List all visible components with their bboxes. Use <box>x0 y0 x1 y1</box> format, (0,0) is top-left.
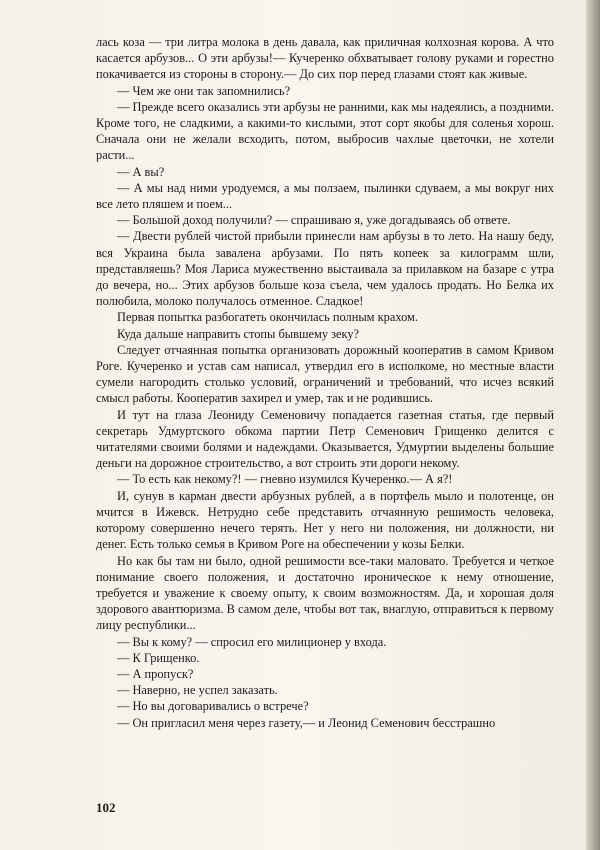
page-number: 102 <box>96 800 116 815</box>
paragraph: — Он пригласил меня через газету,— и Леонид Семенович бесстрашно <box>117 715 496 730</box>
paragraph: — Чем же они так запомнились? <box>117 83 291 98</box>
paragraph: — А вы? <box>117 164 165 179</box>
book-spine-edge <box>586 0 600 850</box>
paragraph: Куда дальше направить стопы бывшему зеку? <box>117 326 360 341</box>
paragraph: Следует отчаянная попытка организовать дорожный кооператив в самом Кривом Роге. Кучеренко и устав сам написал, утвердил его в исполкоме, но местные власти сумели нагородить столько условий, ограничений и требований, что исчез всякий смысл работы. Кооператив захирел и умер, так и не родившись. <box>96 342 554 406</box>
paragraph: И тут на глаза Леониду Семеновичу попадается газетная статья, где первый секретарь Удмуртского обкома партии Петр Семенович Грищенко делится с читателями своими болями и надеждами. Оказывается, Удмуртии выделены большие деньги на дорожное строительство, а вот строить эти дороги некому. <box>96 407 554 471</box>
paragraph: — К Грищенко. <box>117 650 200 665</box>
paragraph: — Большой доход получили? — спрашиваю я, уже догадываясь об ответе. <box>117 213 511 228</box>
paragraph: — Вы к кому? — спросил его милиционер у входа. <box>117 634 387 649</box>
paragraph: — Двести рублей чистой прибыли принесли нам арбузы в то лето. На нашу беду, вся Украина была завалена арбузами. По пять копеек за килограмм шли, представляешь? Моя Лариса мужественно выстаивала за прилавком на базаре с утра до вечера, но... Этих арбузов больше коза съела, чем удалось продать. Но Белка их полюбила, молоко получалось отменное. Сладкое! <box>96 229 554 309</box>
paragraph: — А мы над ними уродуемся, а мы ползаем, пылинки сдуваем, а мы вокруг них все лето пляшем и поем... <box>96 180 554 212</box>
paragraph: — Наверно, не успел заказать. <box>117 683 278 698</box>
body-text <box>96 34 554 731</box>
paragraph: — Но вы договаривались о встрече? <box>117 699 309 714</box>
paragraph: лась коза — три литра молока в день давала, как приличная колхозная корова. А что касается арбузов... О эти арбузы!— Кучеренко обхватывает голову руками и горестно покачивается из стороны в сторону.— До сих пор перед глазами стоят как живые. <box>96 35 554 82</box>
paragraph: И, сунув в карман двести арбузных рублей, а в портфель мыло и полотенце, он мчится в Ижевск. Нетрудно себе представить отчаянную решимость человека, которому совершенно нечего терять. Нет у него ни положения, ни должности, ни денег. Есть только семья в Кривом Роге на обеспечении у козы Белки. <box>96 488 554 552</box>
paragraph: Но как бы там ни было, одной решимости все-таки маловато. Требуется и четкое понимание своего положения, и достаточно ироническое к нему отношение, требуется и уважение к своему опыту, к своим возможностям. Да, и хорошая доля здорового авантюризма. В самом деле, чтобы вот так, внаглую, отправиться к первому лицу республики... <box>96 553 554 633</box>
paragraph: Первая попытка разбогатеть окончилась полным крахом. <box>117 310 418 325</box>
paragraph: — То есть как некому?! — гневно изумился Кучеренко.— А я?! <box>117 472 453 487</box>
paragraph: — А пропуск? <box>117 666 194 681</box>
paragraph: — Прежде всего оказались эти арбузы не ранними, как мы надеялись, а поздними. Кроме того, не сладкими, а какими-то кислыми, этот сорт якобы для соленья хорош. Сначала они не желали всходить, потом, выбросив чахлые цветочки, не хотели расти... <box>96 99 554 163</box>
